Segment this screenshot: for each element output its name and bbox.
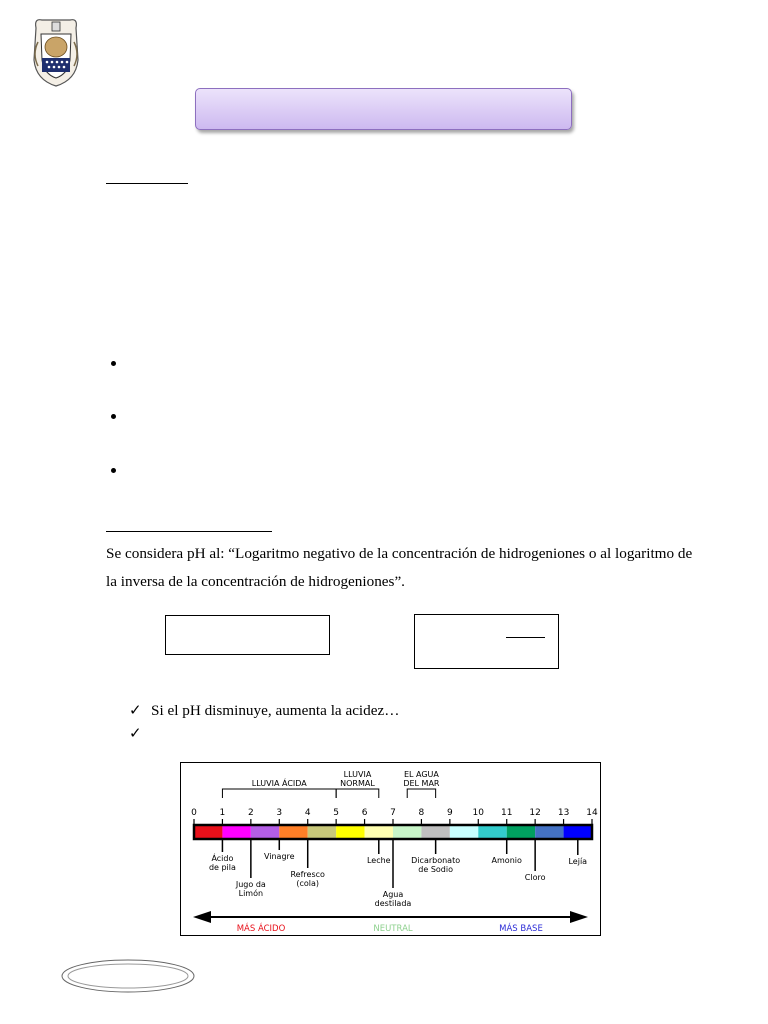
arrow-label: NEUTRAL [373,924,413,934]
substance-label: de Sodio [418,865,454,874]
ph-tick-label: 3 [276,808,283,818]
definition-paragraph [106,540,706,596]
bracket-label: EL AGUA [403,770,439,779]
ph-tick-label: 9 [446,808,453,818]
ph-segment [251,825,279,839]
school-crest-icon [28,14,84,88]
bracket-line [407,789,435,798]
substance-label: Limón [238,889,264,898]
ph-segment [421,825,449,839]
substance-label: Cloro [524,873,546,882]
bracket-label: LLUVIA [343,770,372,779]
ph-segment [535,825,563,839]
ph-segment [308,825,336,839]
check-mark-icon: ✓ [129,703,142,719]
section-underline [106,531,272,532]
page-number-oval [60,958,196,994]
ph-segment [393,825,421,839]
ph-tick-label: 11 [500,808,513,818]
bracket-line [222,789,336,798]
formula-box [165,615,330,655]
bracket-label: LLUVIA ÁCIDA [251,779,307,788]
bullet-point [111,359,119,367]
ph-tick-label: 6 [361,808,368,818]
bullet-point [111,466,119,474]
ph-tick-label: 0 [191,808,197,818]
ph-tick-label: 8 [418,808,425,818]
bracket-label: NORMAL [340,779,375,788]
substance-label: destilada [374,899,412,908]
substance-label: Refresco [290,870,325,879]
substance-label: de pila [208,863,236,872]
ph-segment [450,825,478,839]
heading-underline [106,183,188,184]
fraction-bar [506,637,545,638]
ph-tick-label: 5 [333,808,340,818]
title-banner [195,88,572,130]
ph-segment [336,825,364,839]
arrow-label: MÁS ÁCIDO [236,924,286,934]
bracket-label: DEL MAR [403,779,440,788]
ph-tick-label: 12 [529,808,541,818]
substance-label: Lejía [568,857,588,866]
ph-segment [194,825,222,839]
ph-tick-label: 7 [390,808,396,818]
formula-box [414,614,559,669]
ph-tick-label: 1 [219,808,226,818]
substance-label: (cola) [296,879,320,888]
substance-label: Agua [382,890,404,899]
ph-segment [222,825,250,839]
ph-scale-chart [180,762,601,936]
substance-label: Amonio [491,856,522,865]
substance-label: Ácido [211,854,234,863]
arrow-left-icon [193,911,211,923]
arrow-right-icon [570,911,588,923]
ph-segment [279,825,307,839]
substance-label: Jugo da [235,880,266,889]
ph-tick-label: 14 [586,808,598,818]
ph-segment [365,825,393,839]
checklist-item-text: Si el pH disminuye, aumenta la acidez… [151,702,400,719]
ph-tick-label: 13 [557,808,570,818]
bullet-point [111,412,119,420]
bracket-line [336,789,379,798]
substance-label: Leche [366,856,391,865]
ph-segment [507,825,535,839]
check-mark-icon: ✓ [129,726,142,742]
ph-segment [478,825,506,839]
ph-tick-label: 10 [472,808,485,818]
ph-segment [564,825,592,839]
arrow-label: MÁS BASE [499,924,543,934]
substance-label: Dicarbonato [411,856,461,865]
substance-label: Vinagre [263,852,295,861]
paragraph-line: la inversa de la concentración de hidrogeniones”. [106,573,405,590]
ph-tick-label: 2 [247,808,254,818]
ph-tick-label: 4 [304,808,311,818]
paragraph-line: Se considera pH al: “Logaritmo negativo de la concentración de hidrogeniones o al logaritmo de [106,545,693,562]
